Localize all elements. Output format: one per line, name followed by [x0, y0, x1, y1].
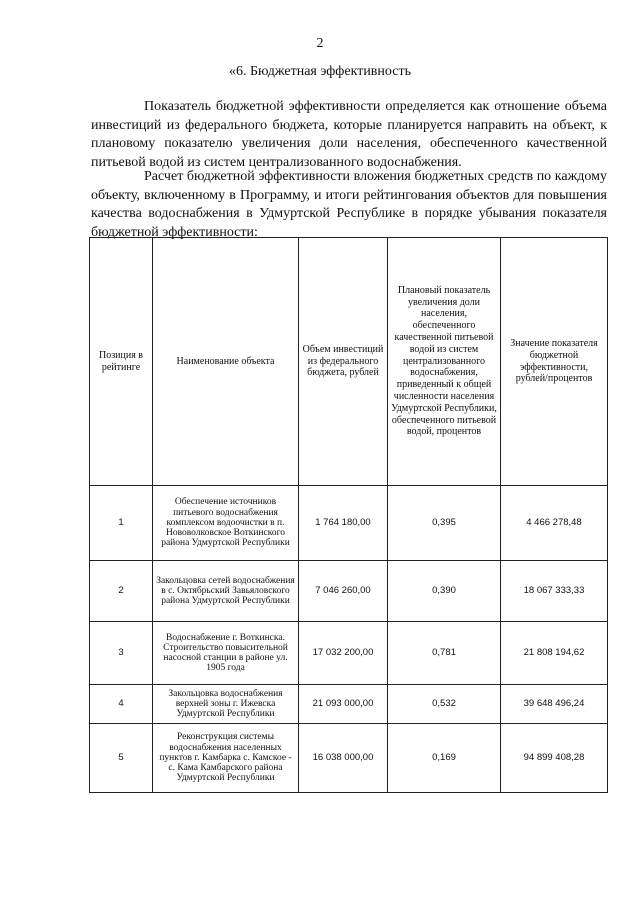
- cell-planned-share: 0,532: [388, 685, 501, 724]
- paragraph-definition: Показатель бюджетной эффективности определяется как отношение объема инвестиций из федерального бюджета, которые планируется направить на объект, к плановому показателю увеличения доли населения, обеспеченного качественной питьевой водой из систем централизованного водоснабжения.: [91, 99, 607, 170]
- page-number: 2: [316, 36, 324, 51]
- paragraph-calculation: Расчет бюджетной эффективности вложения бюджетных средств по каждому объекту, включенному в Программу, и итоги рейтингования объектов для повышения качества водоснабжения в Удмуртской Республике в порядке убывания показателя бюджетной эффективности:: [91, 169, 607, 240]
- cell-investment: 7 046 260,00: [299, 561, 388, 622]
- rating-table: [89, 237, 608, 793]
- cell-object-name: Закольцовка сетей водоснабжения в с. Октябрьский Завьяловского района Удмуртской Республики: [153, 561, 299, 622]
- table-row: [90, 724, 608, 793]
- header-investment: Объем инвестиций из федерального бюджета, рублей: [299, 238, 388, 486]
- cell-object-name: Обеспечение источников питьевого водоснабжения комплексом водоочистки в п. Нововолковское Воткинского района Удмуртской Республики: [153, 486, 299, 561]
- header-position: Позиция в рейтинге: [90, 238, 153, 486]
- cell-investment: 1 764 180,00: [299, 486, 388, 561]
- cell-position: 2: [90, 561, 153, 622]
- cell-planned-share: 0,395: [388, 486, 501, 561]
- table-row: [90, 561, 608, 622]
- cell-object-name: Реконструкция системы водоснабжения населенных пунктов г. Камбарка с. Камское - с. Кама Камбарского района Удмуртской Республики: [153, 724, 299, 793]
- section-title: «6. Бюджетная эффективность: [229, 64, 411, 79]
- table-row: [90, 486, 608, 561]
- cell-investment: 16 038 000,00: [299, 724, 388, 793]
- cell-efficiency: 18 067 333,33: [501, 561, 608, 622]
- table-header-row: [90, 238, 608, 486]
- cell-efficiency: 4 466 278,48: [501, 486, 608, 561]
- cell-object-name: Водоснабжение г. Воткинска. Строительство повысительной насосной станции в районе ул. 1905 года: [153, 622, 299, 685]
- cell-planned-share: 0,169: [388, 724, 501, 793]
- cell-planned-share: 0,390: [388, 561, 501, 622]
- cell-efficiency: 39 648 496,24: [501, 685, 608, 724]
- cell-investment: 21 093 000,00: [299, 685, 388, 724]
- cell-position: 5: [90, 724, 153, 793]
- cell-planned-share: 0,781: [388, 622, 501, 685]
- table-row: [90, 685, 608, 724]
- cell-position: 3: [90, 622, 153, 685]
- cell-position: 1: [90, 486, 153, 561]
- header-planned-share: Плановый показатель увеличения доли населения, обеспеченного качественной питьевой водой из систем централизованного водоснабжения, приведенный к общей численности населения Удмуртской Республики, обеспеченного питьевой водой, процентов: [388, 238, 501, 486]
- cell-object-name: Закольцовка водоснабжения верхней зоны г. Ижевска Удмуртской Республики: [153, 685, 299, 724]
- table-row: [90, 622, 608, 685]
- cell-position: 4: [90, 685, 153, 724]
- cell-efficiency: 94 899 408,28: [501, 724, 608, 793]
- header-efficiency: Значение показателя бюджетной эффективности, рублей/процентов: [501, 238, 608, 486]
- cell-investment: 17 032 200,00: [299, 622, 388, 685]
- cell-efficiency: 21 808 194,62: [501, 622, 608, 685]
- header-object-name: Наименование объекта: [153, 238, 299, 486]
